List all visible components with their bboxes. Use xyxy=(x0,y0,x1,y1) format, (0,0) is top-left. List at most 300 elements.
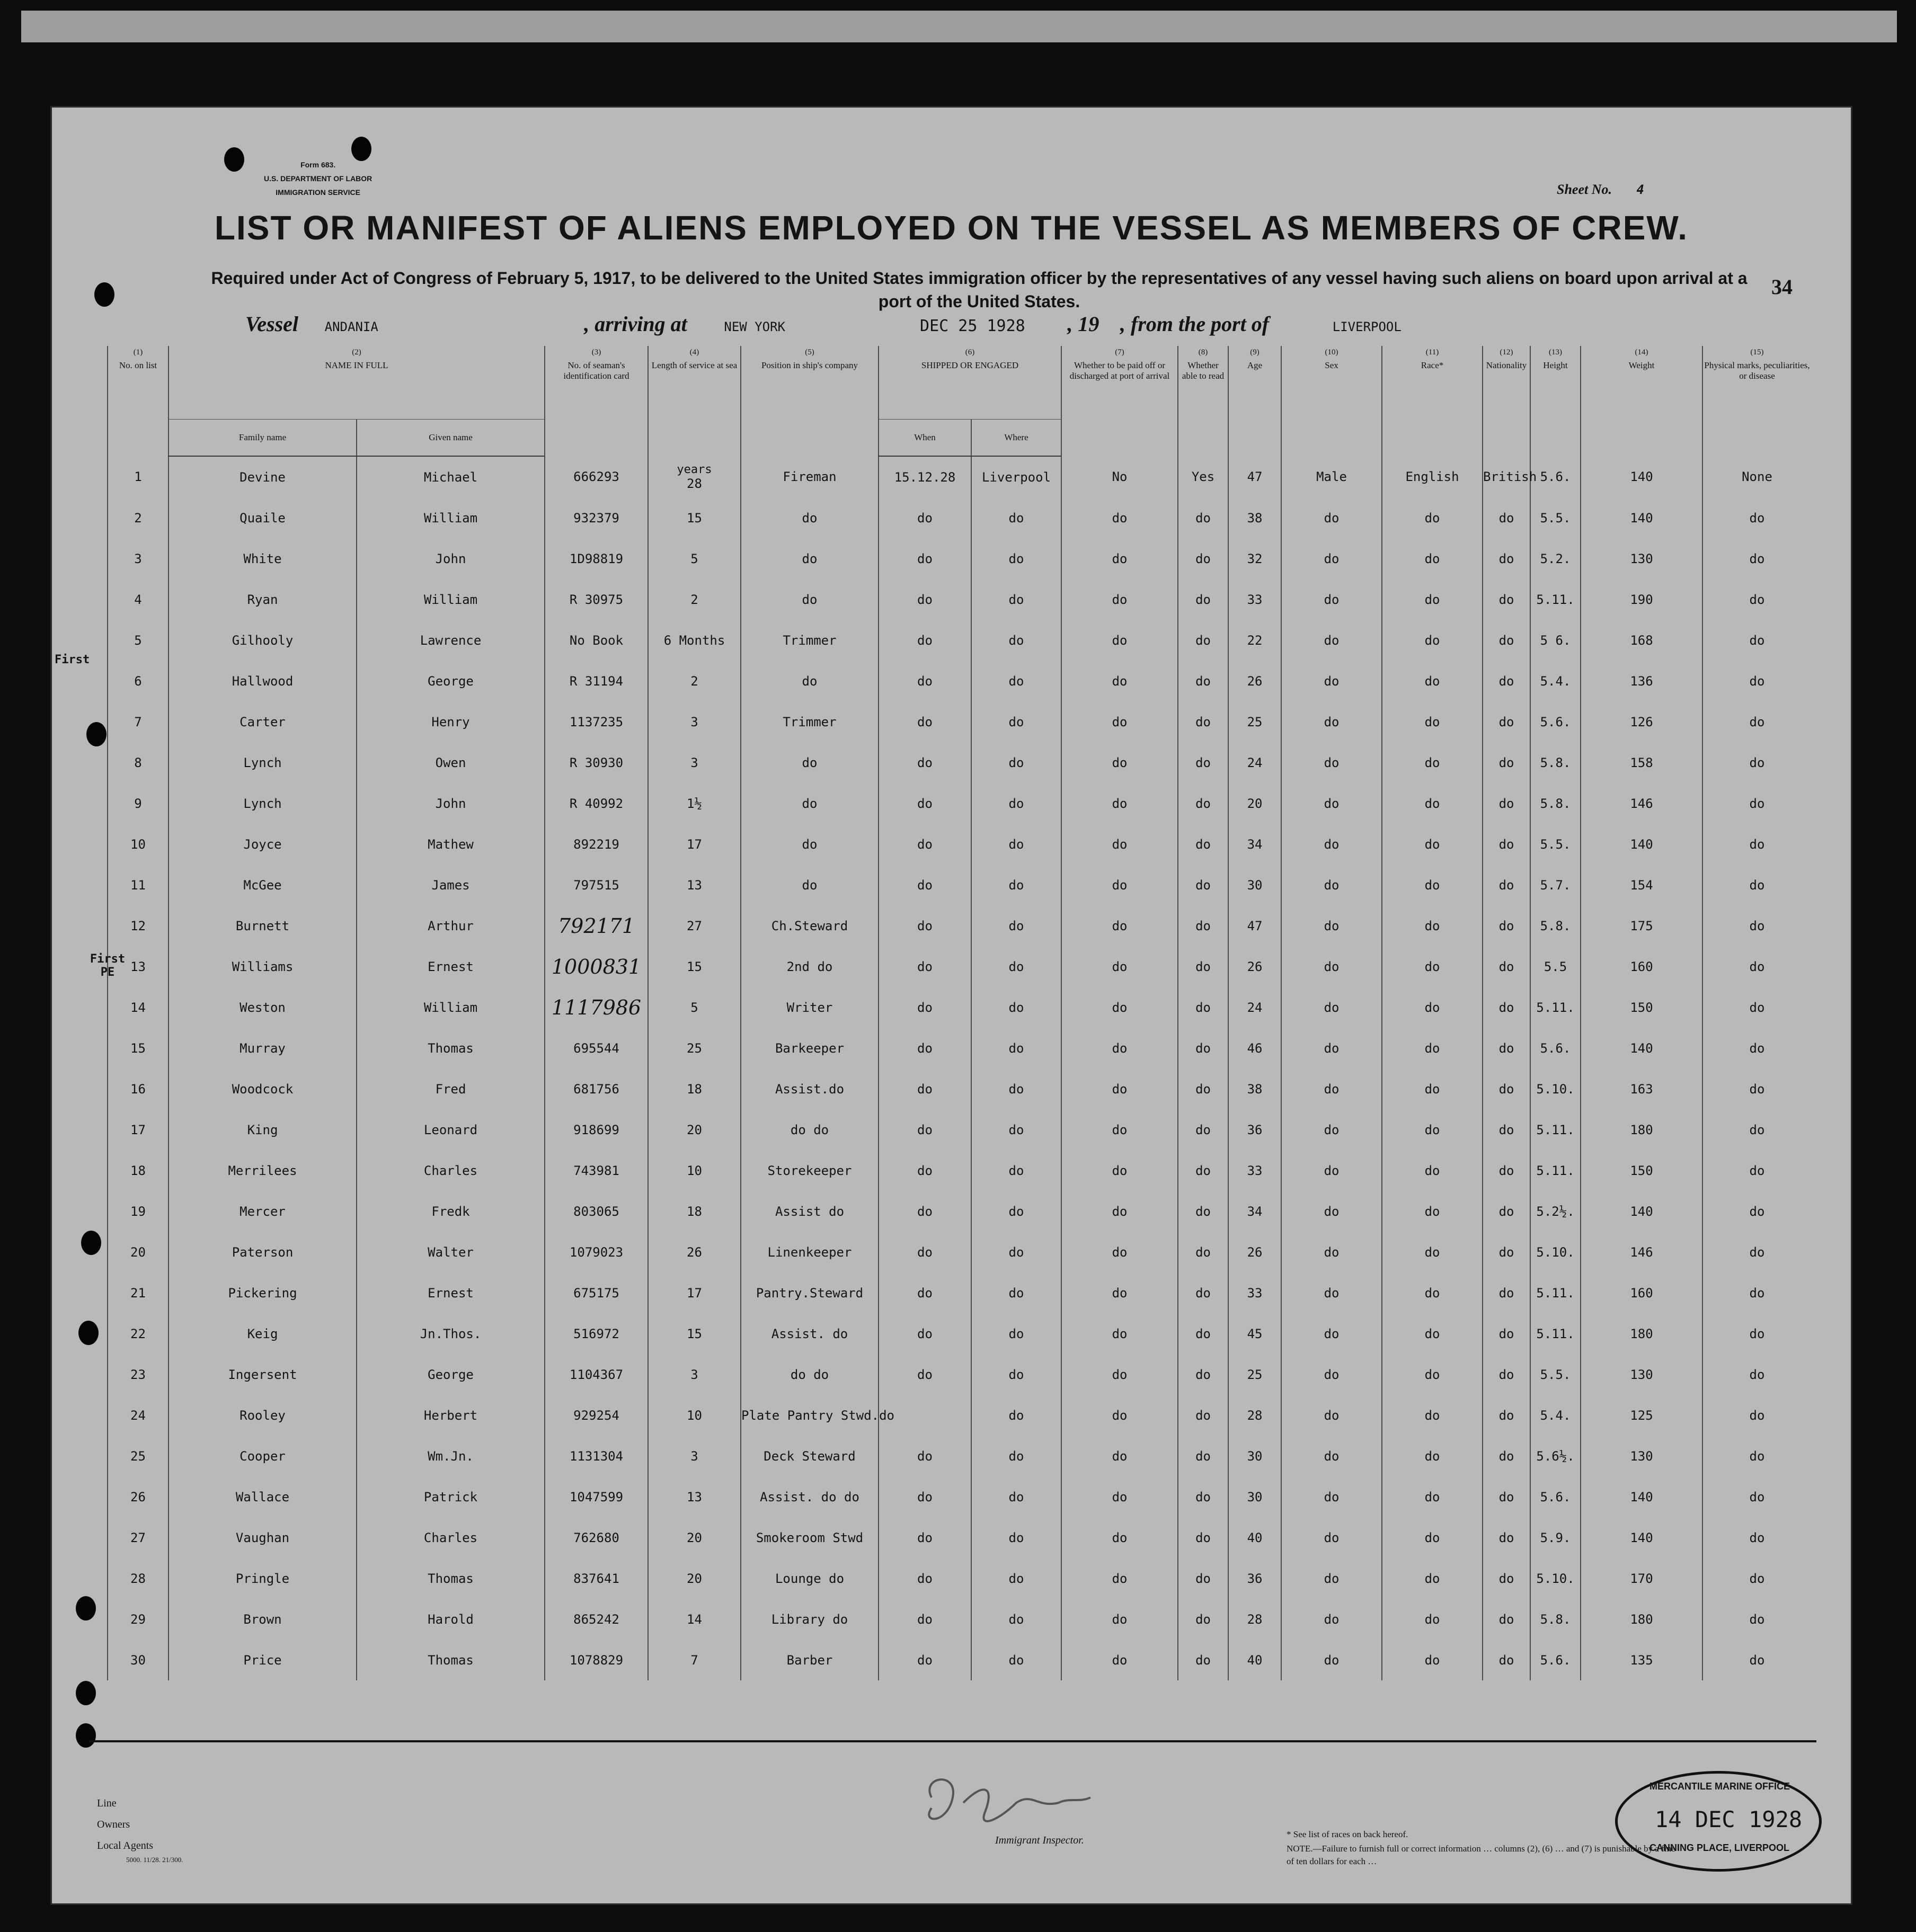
service-length-cell: 20 xyxy=(648,1109,741,1150)
list-number-cell: 6 xyxy=(108,661,168,701)
given-name-cell: Thomas xyxy=(357,1028,545,1069)
physical-marks-cell: do xyxy=(1702,1476,1811,1517)
crew-row xyxy=(52,701,1811,742)
crew-row xyxy=(52,1028,1811,1069)
position-cell: Ch.Steward xyxy=(741,905,879,946)
able-to-read-cell: do xyxy=(1178,579,1228,620)
family-name-cell: Merrilees xyxy=(168,1150,357,1191)
shipped-where-cell: do xyxy=(971,1436,1061,1476)
able-to-read-cell: do xyxy=(1178,946,1228,987)
height-cell: 5.10. xyxy=(1530,1069,1581,1109)
margin-cell-cell xyxy=(52,661,108,701)
given-name-cell: Michael xyxy=(357,456,545,497)
age-cell: 40 xyxy=(1228,1640,1281,1680)
crew-row xyxy=(52,1150,1811,1191)
able-to-read-cell: do xyxy=(1178,865,1228,905)
shipped-when-cell: do xyxy=(879,701,971,742)
service-length-cell: 10 xyxy=(648,1395,741,1436)
physical-marks-cell: do xyxy=(1702,1599,1811,1640)
able-to-read-cell: do xyxy=(1178,538,1228,579)
paid-off-cell: do xyxy=(1061,538,1178,579)
margin-cell-cell xyxy=(52,1232,108,1272)
able-to-read-cell: do xyxy=(1178,742,1228,783)
list-number-cell: 14 xyxy=(108,987,168,1028)
crew-row xyxy=(52,1354,1811,1395)
height-cell: 5.6. xyxy=(1530,1640,1581,1680)
weight-cell: 170 xyxy=(1581,1558,1702,1599)
form-service: IMMIGRATION SERVICE xyxy=(276,188,360,197)
position-cell: Assist do xyxy=(741,1191,879,1232)
nationality-cell: do xyxy=(1483,865,1530,905)
family-name-cell: Burnett xyxy=(168,905,357,946)
physical-marks-cell: do xyxy=(1702,1558,1811,1599)
weight-cell: 146 xyxy=(1581,783,1702,824)
age-cell: 24 xyxy=(1228,987,1281,1028)
height-cell: 5.8. xyxy=(1530,742,1581,783)
race-cell: do xyxy=(1382,1599,1483,1640)
sex-cell: do xyxy=(1281,1191,1382,1232)
margin-cell-cell xyxy=(52,1028,108,1069)
id-card-number-cell: 797515 xyxy=(545,865,648,905)
position-cell: 2nd do xyxy=(741,946,879,987)
id-card-number-cell: R 30930 xyxy=(545,742,648,783)
nationality-cell: do xyxy=(1483,1640,1530,1680)
shipped-when-cell: do xyxy=(879,620,971,661)
footer-print-code: 5000. 11/28. 21/300. xyxy=(126,1856,183,1864)
arrival-date-stamp: DEC 25 1928 xyxy=(920,317,1025,335)
header-where: Where xyxy=(971,420,1061,457)
sex-cell: do xyxy=(1281,742,1382,783)
position-cell: Barkeeper xyxy=(741,1028,879,1069)
family-name-cell: Price xyxy=(168,1640,357,1680)
service-length-cell: 3 xyxy=(648,1354,741,1395)
crew-row xyxy=(52,1517,1811,1558)
nationality-cell: do xyxy=(1483,905,1530,946)
stamp-date: 14 DEC 1928 xyxy=(1655,1806,1803,1832)
header-name-in-full: (2) NAME IN FULL xyxy=(168,346,545,420)
able-to-read-cell: do xyxy=(1178,1354,1228,1395)
page-subtitle: Required under Act of Congress of February 5, 1917, to be delivered to the United States immigration officer by the representatives of any vessel having such aliens on board upon arrival at a port of the United States. xyxy=(211,269,1748,311)
physical-marks-cell: do xyxy=(1702,1028,1811,1069)
age-cell: 38 xyxy=(1228,497,1281,538)
shipped-where-cell: do xyxy=(971,987,1061,1028)
shipped-where-cell: do xyxy=(971,1599,1061,1640)
height-cell: 5.6. xyxy=(1530,1476,1581,1517)
id-card-number-cell: 837641 xyxy=(545,1558,648,1599)
list-number-cell: 29 xyxy=(108,1599,168,1640)
position-cell: do xyxy=(741,742,879,783)
given-name-cell: Jn.Thos. xyxy=(357,1313,545,1354)
margin-cell-cell xyxy=(52,1640,108,1680)
family-name-cell: Murray xyxy=(168,1028,357,1069)
paid-off-cell: do xyxy=(1061,1028,1178,1069)
crew-row xyxy=(52,1476,1811,1517)
given-name-cell: George xyxy=(357,1354,545,1395)
able-to-read-cell: do xyxy=(1178,1150,1228,1191)
margin-cell-cell xyxy=(52,1476,108,1517)
shipped-where-cell: do xyxy=(971,824,1061,865)
punch-hole xyxy=(94,282,114,307)
able-to-read-cell: do xyxy=(1178,1191,1228,1232)
table-header-row xyxy=(52,346,1811,420)
list-number-cell: 12 xyxy=(108,905,168,946)
able-to-read-cell: Yes xyxy=(1178,456,1228,497)
id-card-number-cell: 1117986 xyxy=(545,987,648,1028)
age-cell: 34 xyxy=(1228,824,1281,865)
paid-off-cell: do xyxy=(1061,1517,1178,1558)
sex-cell: Male xyxy=(1281,456,1382,497)
service-length-cell: 3 xyxy=(648,701,741,742)
shipped-when-cell: do xyxy=(879,661,971,701)
race-cell: do xyxy=(1382,1313,1483,1354)
margin-cell-cell xyxy=(52,1517,108,1558)
form-reference xyxy=(264,158,372,199)
shipped-where-cell: do xyxy=(971,946,1061,987)
service-length-cell: 15 xyxy=(648,946,741,987)
shipped-when-cell: do xyxy=(879,1109,971,1150)
nationality-cell: do xyxy=(1483,783,1530,824)
weight-cell: 140 xyxy=(1581,456,1702,497)
shipped-when-cell: do xyxy=(879,905,971,946)
family-name-cell: Carter xyxy=(168,701,357,742)
margin-cell-cell xyxy=(52,865,108,905)
family-name-cell: Ingersent xyxy=(168,1354,357,1395)
id-card-number-cell: 892219 xyxy=(545,824,648,865)
able-to-read-cell: do xyxy=(1178,1436,1228,1476)
given-name-cell: Leonard xyxy=(357,1109,545,1150)
race-cell: do xyxy=(1382,1436,1483,1476)
shipped-where-cell: do xyxy=(971,1395,1061,1436)
family-name-cell: Devine xyxy=(168,456,357,497)
crew-row xyxy=(52,1272,1811,1313)
height-cell: 5.6. xyxy=(1530,456,1581,497)
physical-marks-cell: None xyxy=(1702,456,1811,497)
shipped-when-cell: do xyxy=(879,742,971,783)
service-length-cell: 2 xyxy=(648,661,741,701)
service-length-cell: 6 Months xyxy=(648,620,741,661)
height-cell: 5.7. xyxy=(1530,865,1581,905)
paid-off-cell: do xyxy=(1061,1476,1178,1517)
age-cell: 30 xyxy=(1228,1476,1281,1517)
paid-off-cell: do xyxy=(1061,620,1178,661)
weight-cell: 136 xyxy=(1581,661,1702,701)
weight-cell: 190 xyxy=(1581,579,1702,620)
paid-off-cell: do xyxy=(1061,1640,1178,1680)
sex-cell: do xyxy=(1281,1232,1382,1272)
header-race: (11) Race* xyxy=(1382,346,1483,456)
position-cell: Fireman xyxy=(741,456,879,497)
paid-off-cell: do xyxy=(1061,661,1178,701)
margin-cell-cell xyxy=(52,497,108,538)
margin-cell-cell xyxy=(52,1191,108,1232)
family-name-cell: Rooley xyxy=(168,1395,357,1436)
able-to-read-cell: do xyxy=(1178,1109,1228,1150)
race-cell: do xyxy=(1382,538,1483,579)
age-cell: 32 xyxy=(1228,538,1281,579)
age-cell: 47 xyxy=(1228,905,1281,946)
service-value: 28 xyxy=(687,476,702,491)
position-cell: do do xyxy=(741,1109,879,1150)
list-number-cell: 27 xyxy=(108,1517,168,1558)
shipped-when-cell: do xyxy=(879,1517,971,1558)
weight-cell: 175 xyxy=(1581,905,1702,946)
shipped-where-cell: do xyxy=(971,1354,1061,1395)
margin-cell-cell xyxy=(52,905,108,946)
id-card-number-cell: 675175 xyxy=(545,1272,648,1313)
able-to-read-cell: do xyxy=(1178,1028,1228,1069)
family-name-cell: Keig xyxy=(168,1313,357,1354)
family-name-cell: White xyxy=(168,538,357,579)
id-card-number-cell: 666293 xyxy=(545,456,648,497)
family-name-cell: Williams xyxy=(168,946,357,987)
shipped-where-cell: do xyxy=(971,783,1061,824)
margin-cell-cell xyxy=(52,783,108,824)
nationality-cell: do xyxy=(1483,987,1530,1028)
sex-cell: do xyxy=(1281,946,1382,987)
paid-off-cell: do xyxy=(1061,1191,1178,1232)
weight-cell: 150 xyxy=(1581,987,1702,1028)
arriving-label: , arriving at xyxy=(584,312,687,336)
list-number-cell: 13 xyxy=(108,946,168,987)
id-card-number-cell: 932379 xyxy=(545,497,648,538)
id-card-number-cell: 1047599 xyxy=(545,1476,648,1517)
header-sex: (10) Sex xyxy=(1281,346,1382,456)
margin-cell-cell xyxy=(52,742,108,783)
nationality-cell: do xyxy=(1483,946,1530,987)
sex-cell: do xyxy=(1281,824,1382,865)
year-label: , 19 xyxy=(1067,312,1099,336)
id-card-number-cell: 1078829 xyxy=(545,1640,648,1680)
sex-cell: do xyxy=(1281,620,1382,661)
crew-row xyxy=(52,538,1811,579)
shipped-when-cell: do xyxy=(879,946,971,987)
given-name-cell: William xyxy=(357,579,545,620)
position-cell: do xyxy=(741,824,879,865)
weight-cell: 140 xyxy=(1581,497,1702,538)
height-cell: 5.11. xyxy=(1530,1313,1581,1354)
header-id-card: (3) No. of seaman's identification card xyxy=(545,346,648,456)
family-name-cell: McGee xyxy=(168,865,357,905)
paid-off-cell: do xyxy=(1061,1150,1178,1191)
sex-cell: do xyxy=(1281,1354,1382,1395)
physical-marks-cell: do xyxy=(1702,661,1811,701)
shipped-where-cell: do xyxy=(971,1640,1061,1680)
given-name-cell: Thomas xyxy=(357,1558,545,1599)
family-name-cell: Brown xyxy=(168,1599,357,1640)
nationality-cell: do xyxy=(1483,1517,1530,1558)
margin-cell-cell xyxy=(52,1313,108,1354)
list-number-cell: 22 xyxy=(108,1313,168,1354)
family-name-cell: Quaile xyxy=(168,497,357,538)
service-length-cell: 15 xyxy=(648,1313,741,1354)
paid-off-cell: do xyxy=(1061,1599,1178,1640)
crew-row xyxy=(52,579,1811,620)
age-cell: 36 xyxy=(1228,1109,1281,1150)
nationality-cell: do xyxy=(1483,1599,1530,1640)
nationality-cell: do xyxy=(1483,1313,1530,1354)
height-cell: 5 6. xyxy=(1530,620,1581,661)
service-length-cell: 15 xyxy=(648,497,741,538)
header-read: (8) Whether able to read xyxy=(1178,346,1228,456)
given-name-cell: Herbert xyxy=(357,1395,545,1436)
given-name-cell: Fredk xyxy=(357,1191,545,1232)
height-cell: 5.8. xyxy=(1530,905,1581,946)
shipped-where-cell: do xyxy=(971,1313,1061,1354)
shipped-when-cell: do xyxy=(879,1599,971,1640)
sex-cell: do xyxy=(1281,1150,1382,1191)
nationality-cell: do xyxy=(1483,1436,1530,1476)
margin-cell-cell xyxy=(52,1436,108,1476)
position-cell: do xyxy=(741,661,879,701)
position-cell: Deck Steward xyxy=(741,1436,879,1476)
shipped-when-cell: do xyxy=(879,538,971,579)
position-cell: Trimmer xyxy=(741,620,879,661)
race-cell: do xyxy=(1382,1558,1483,1599)
nationality-cell: British xyxy=(1483,456,1530,497)
weight-cell: 158 xyxy=(1581,742,1702,783)
shipped-when-cell: do xyxy=(879,1354,971,1395)
given-name-cell: Fred xyxy=(357,1069,545,1109)
punch-hole xyxy=(76,1723,96,1748)
paid-off-cell: do xyxy=(1061,987,1178,1028)
sex-cell: do xyxy=(1281,865,1382,905)
list-number-cell: 18 xyxy=(108,1150,168,1191)
list-number-cell: 9 xyxy=(108,783,168,824)
family-name-cell: Lynch xyxy=(168,742,357,783)
crew-rows xyxy=(52,456,1811,1680)
physical-marks-cell: do xyxy=(1702,1640,1811,1680)
margin-cell-cell xyxy=(52,1395,108,1436)
list-number-cell: 1 xyxy=(108,456,168,497)
height-cell: 5.4. xyxy=(1530,661,1581,701)
physical-marks-cell: do xyxy=(1702,1395,1811,1436)
nationality-cell: do xyxy=(1483,1476,1530,1517)
height-cell: 5.2½. xyxy=(1530,1191,1581,1232)
crew-row xyxy=(52,661,1811,701)
weight-cell: 150 xyxy=(1581,1150,1702,1191)
age-cell: 45 xyxy=(1228,1313,1281,1354)
header-weight: (14) Weight xyxy=(1581,346,1702,456)
position-cell: Assist. do do xyxy=(741,1476,879,1517)
shipped-where-cell: do xyxy=(971,865,1061,905)
paid-off-cell: do xyxy=(1061,579,1178,620)
race-cell: do xyxy=(1382,1476,1483,1517)
margin-cell-cell xyxy=(52,1558,108,1599)
shipped-where-cell: do xyxy=(971,1232,1061,1272)
family-name-cell: Mercer xyxy=(168,1191,357,1232)
age-cell: 24 xyxy=(1228,742,1281,783)
age-cell: 34 xyxy=(1228,1191,1281,1232)
paid-off-cell: do xyxy=(1061,1354,1178,1395)
shipped-when-cell: do xyxy=(879,824,971,865)
page-number: 34 xyxy=(1771,275,1793,299)
able-to-read-cell: do xyxy=(1178,620,1228,661)
height-cell: 5.8. xyxy=(1530,1599,1581,1640)
race-cell: do xyxy=(1382,987,1483,1028)
shipped-where-cell: do xyxy=(971,1517,1061,1558)
shipped-when-cell: do xyxy=(879,497,971,538)
sex-cell: do xyxy=(1281,783,1382,824)
shipped-where-cell: Liverpool xyxy=(971,456,1061,497)
given-name-cell: Harold xyxy=(357,1599,545,1640)
service-length-cell: 20 xyxy=(648,1558,741,1599)
nationality-cell: do xyxy=(1483,742,1530,783)
age-cell: 33 xyxy=(1228,579,1281,620)
height-cell: 5.4. xyxy=(1530,1395,1581,1436)
physical-marks-cell: do xyxy=(1702,1150,1811,1191)
height-cell: 5.11. xyxy=(1530,1272,1581,1313)
punch-hole xyxy=(76,1681,96,1705)
service-length-cell: 10 xyxy=(648,1150,741,1191)
header-when: When xyxy=(879,420,971,457)
paid-off-cell: do xyxy=(1061,946,1178,987)
able-to-read-cell: do xyxy=(1178,1640,1228,1680)
margin-note-first: First xyxy=(55,653,90,666)
shipped-when-cell: do xyxy=(879,1232,971,1272)
crew-row xyxy=(52,987,1811,1028)
crew-row xyxy=(52,1436,1811,1476)
shipped-when-cell: do xyxy=(879,865,971,905)
nationality-cell: do xyxy=(1483,1069,1530,1109)
id-card-number-cell: 1104367 xyxy=(545,1354,648,1395)
physical-marks-cell: do xyxy=(1702,783,1811,824)
stamp-top-text: MERCANTILE MARINE OFFICE xyxy=(1649,1781,1790,1792)
from-port-label: , from the port of xyxy=(1120,312,1270,336)
service-length-cell: 7 xyxy=(648,1640,741,1680)
given-name-cell: William xyxy=(357,497,545,538)
able-to-read-cell: do xyxy=(1178,783,1228,824)
shipped-where-cell: do xyxy=(971,1028,1061,1069)
paid-off-cell: do xyxy=(1061,1232,1178,1272)
given-name-cell: Wm.Jn. xyxy=(357,1436,545,1476)
id-card-number-cell: R 31194 xyxy=(545,661,648,701)
paid-off-cell: do xyxy=(1061,1558,1178,1599)
weight-cell: 126 xyxy=(1581,701,1702,742)
paid-off-cell: do xyxy=(1061,905,1178,946)
sex-cell: do xyxy=(1281,1476,1382,1517)
sex-cell: do xyxy=(1281,1640,1382,1680)
nationality-cell: do xyxy=(1483,620,1530,661)
header-no-on-list: (1) No. on list xyxy=(108,346,168,456)
family-name-cell: Lynch xyxy=(168,783,357,824)
given-name-cell: Patrick xyxy=(357,1476,545,1517)
sex-cell: do xyxy=(1281,497,1382,538)
nationality-cell: do xyxy=(1483,1558,1530,1599)
footer-note: NOTE.—Failure to furnish full or correct information … columns (2), (6) … and (7) is punishable by a fine of ten dollars for each … xyxy=(1287,1844,1675,1866)
weight-cell: 140 xyxy=(1581,1476,1702,1517)
race-cell: do xyxy=(1382,1232,1483,1272)
height-cell: 5.10. xyxy=(1530,1558,1581,1599)
id-card-number-cell: 695544 xyxy=(545,1028,648,1069)
inspector-signature xyxy=(910,1766,1133,1845)
sheet-value: 4 xyxy=(1636,182,1644,197)
able-to-read-cell: do xyxy=(1178,1395,1228,1436)
page-title: LIST OR MANIFEST OF ALIENS EMPLOYED ON THE VESSEL AS MEMBERS OF CREW. xyxy=(214,209,1689,247)
sex-cell: do xyxy=(1281,1395,1382,1436)
shipped-when-cell: do xyxy=(879,783,971,824)
age-cell: 46 xyxy=(1228,1028,1281,1069)
id-card-number-cell: 865242 xyxy=(545,1599,648,1640)
list-number-cell: 26 xyxy=(108,1476,168,1517)
footer-line-label: Line xyxy=(97,1797,117,1809)
race-cell: do xyxy=(1382,1191,1483,1232)
service-length-cell: 3 xyxy=(648,1436,741,1476)
header-given-name: Given name xyxy=(357,420,545,457)
weight-cell: 140 xyxy=(1581,1028,1702,1069)
able-to-read-cell: do xyxy=(1178,1558,1228,1599)
given-name-cell: John xyxy=(357,783,545,824)
id-card-number-cell: 1131304 xyxy=(545,1436,648,1476)
